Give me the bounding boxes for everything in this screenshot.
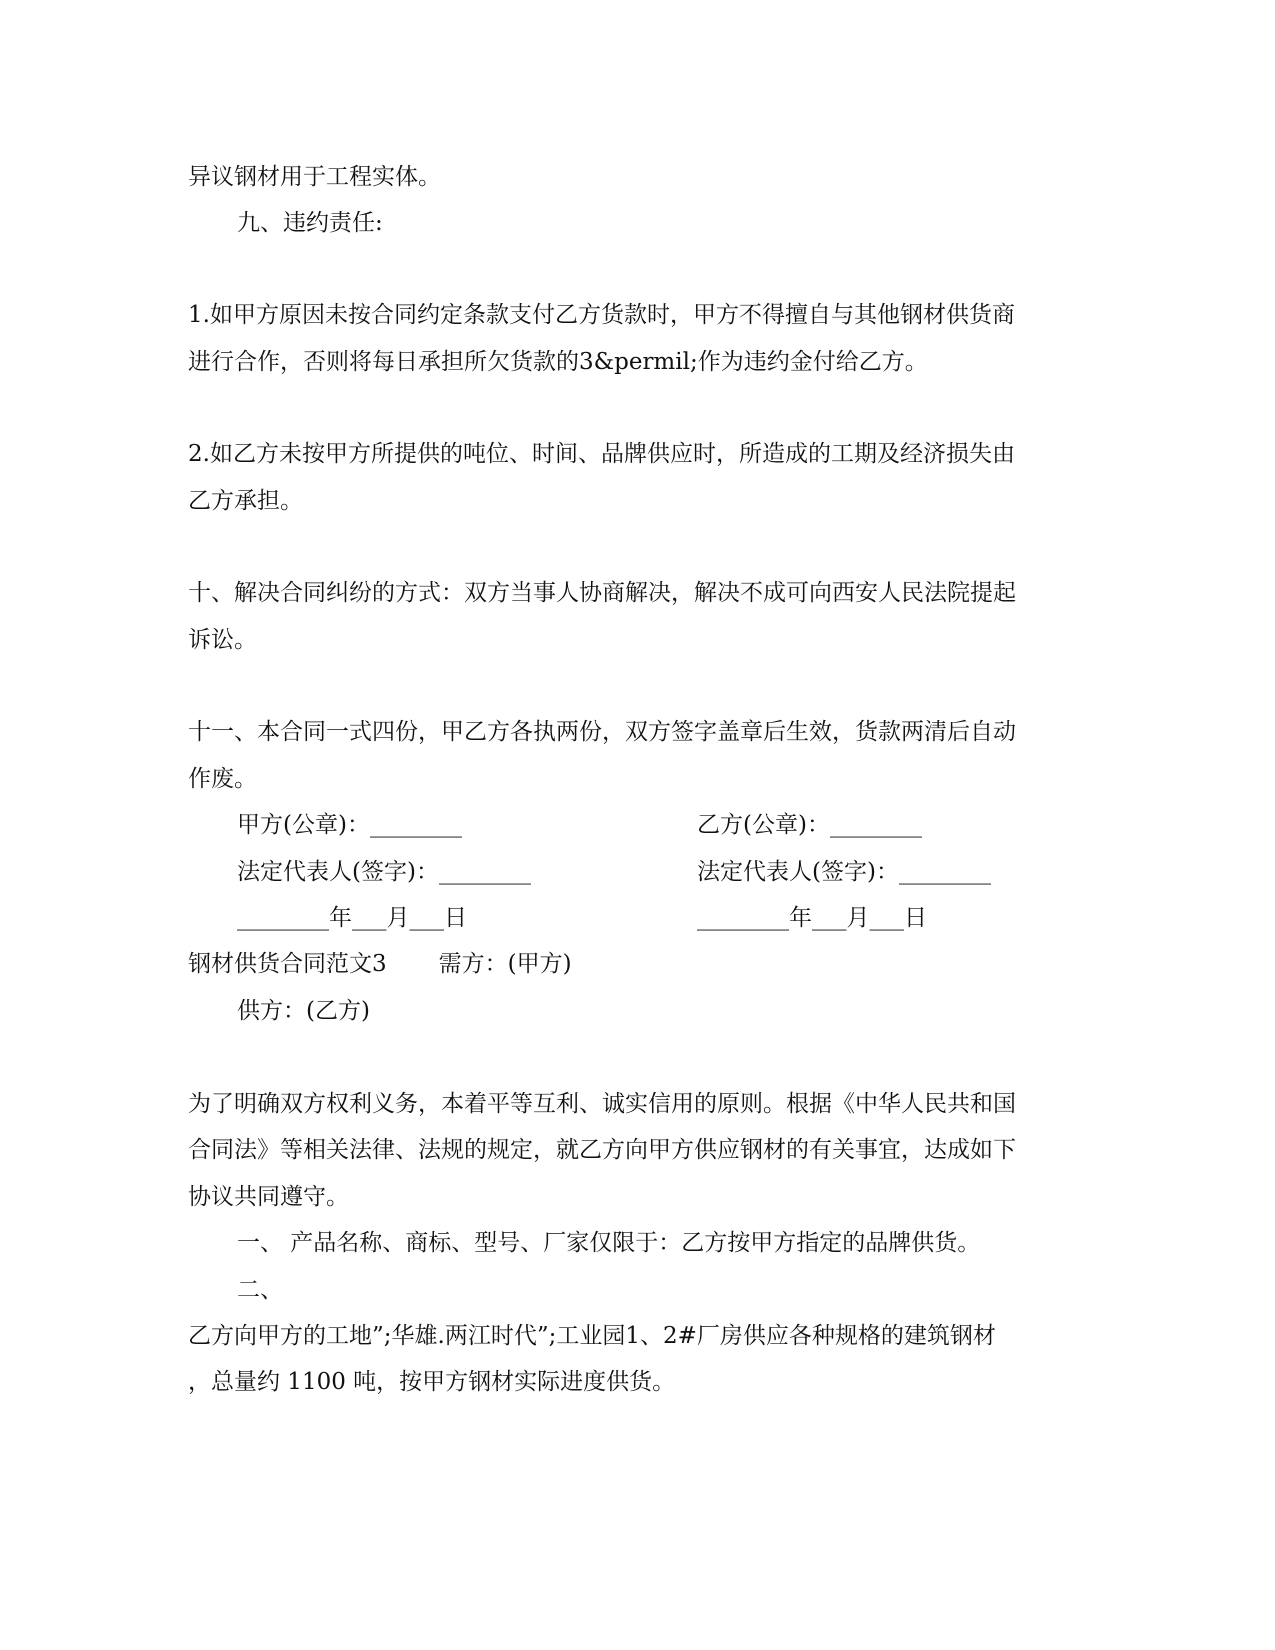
supplier-label: 供方：(乙方) bbox=[237, 998, 370, 1024]
section-heading-breach: 九、违约责任: bbox=[237, 210, 383, 236]
party-a-date: ________年___月___日 bbox=[237, 905, 467, 931]
text-line: 十、解决合同纠纷的方式：双方当事人协商解决，解决不成可向西安人民法院提起 bbox=[188, 580, 1016, 606]
party-a-representative: 法定代表人(签字)：________ bbox=[237, 859, 531, 885]
text-line: 2.如乙方未按甲方所提供的吨位、时间、品牌供应时，所造成的工期及经济损失由 bbox=[188, 441, 1015, 467]
text-line: 异议钢材用于工程实体。 bbox=[188, 164, 441, 190]
text-line: ，总量约 1100 吨，按甲方钢材实际进度供货。 bbox=[188, 1369, 676, 1395]
text-line: 合同法》等相关法律、法规的规定，就乙方向甲方供应钢材的有关事宜，达成如下 bbox=[188, 1137, 1016, 1163]
text-line: 乙方承担。 bbox=[188, 488, 303, 514]
text-line: 作废。 bbox=[188, 766, 257, 792]
text-line: 十一、本合同一式四份，甲乙方各执两份，双方签字盖章后生效，货款两清后自动 bbox=[188, 719, 1016, 745]
party-b-date: ________年___月___日 bbox=[697, 905, 927, 931]
text-line: 诉讼。 bbox=[188, 627, 257, 653]
buyer-label: 需方：(甲方) bbox=[438, 951, 572, 977]
template-title-line bbox=[188, 949, 572, 979]
text-line: 1.如甲方原因未按合同约定条款支付乙方货款时，甲方不得擅自与其他钢材供货商 bbox=[188, 302, 1015, 328]
clause-one: 一、 产品名称、商标、型号、厂家仅限于：乙方按甲方指定的品牌供货。 bbox=[237, 1230, 981, 1256]
text-line: 乙方向甲方的工地”;华雄.两江时代”;工业园1、2#厂房供应各种规格的建筑钢材 bbox=[188, 1323, 996, 1349]
template-title: 钢材供货合同范文3 bbox=[188, 951, 387, 977]
party-b-representative: 法定代表人(签字)：________ bbox=[697, 859, 991, 885]
party-a-seal: 甲方(公章)：________ bbox=[237, 812, 462, 838]
party-b-seal: 乙方(公章)：________ bbox=[697, 812, 922, 838]
text-line: 为了明确双方权利义务，本着平等互利、诚实信用的原则。根据《中华人民共和国 bbox=[188, 1091, 1016, 1117]
text-line: 协议共同遵守。 bbox=[188, 1184, 349, 1210]
text-line: 进行合作，否则将每日承担所欠货款的3&permil;作为违约金付给乙方。 bbox=[188, 349, 928, 375]
clause-two-heading: 二、 bbox=[237, 1277, 283, 1303]
